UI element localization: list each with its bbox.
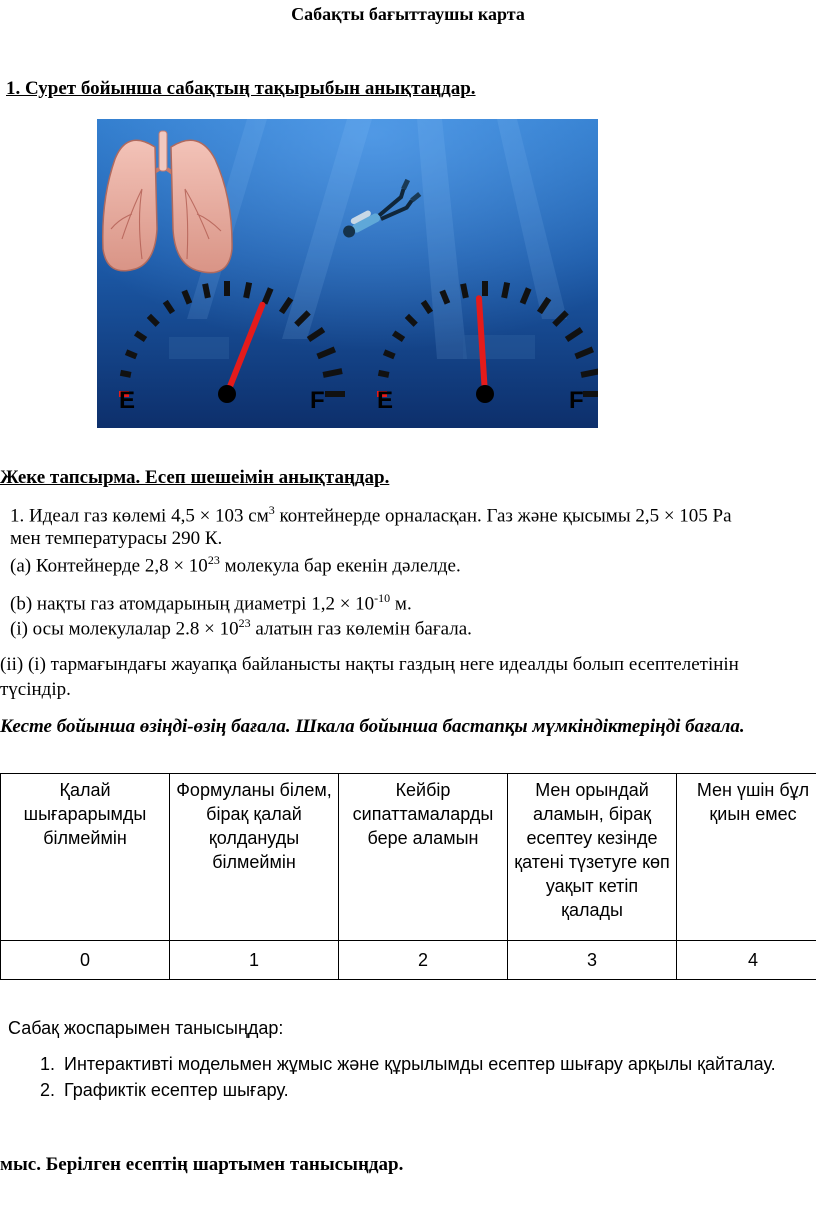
problem-line-1: 1. Идеал газ көлемі 4,5 × 103 $см^3$ контейнерде орналасқан. Газ және қысымы 2,5 × 105 Pa xyxy=(10,503,732,527)
scale-description-0: Қалай шығарарымды білмеймін xyxy=(1,774,170,941)
scale-score-2: 2 xyxy=(339,941,508,980)
problem-part-ii-line-1: (ii) (i) тармағындағы жауапқа байланысты нақты газдың неге идеалды болып есептелетінін xyxy=(0,654,739,675)
problem-part-a: (a) Контейнерде $2,8 \times 10^{23}$ молекула бар екенін дәлелде. xyxy=(10,553,461,577)
scale-score-4: 4 xyxy=(677,941,816,980)
problem-part-b: (b) нақты газ атомдарының диаметрі $1,2 \times 10^{-10}$ м. xyxy=(10,591,412,615)
scale-descriptions-row xyxy=(1,774,816,941)
problem-part-ii-line-2: түсіндір. xyxy=(0,679,71,700)
lesson-plan-intro: Сабақ жоспарымен танысыңдар: xyxy=(8,1018,284,1038)
lesson-plan-item-1: 1. Интерактивті модельмен жұмыс және құрылымды есептер шығару арқылы қайталау. xyxy=(60,1052,780,1076)
problem-part-i: (i) осы молекулалар $2.8 \times 10^{23}$ алатын газ көлемін бағала. xyxy=(10,616,472,640)
scale-description-3: Мен орындай аламын, бірақ есептеу кезінде қатені түзетуге көп уақыт кетіп қалады xyxy=(508,774,677,941)
left-gauge-tick xyxy=(323,371,342,375)
right-gauge-empty-label: E xyxy=(377,387,394,414)
scale-score-0: 0 xyxy=(1,941,170,980)
scale-score-1: 1 xyxy=(170,941,339,980)
scale-score-3: 3 xyxy=(508,941,677,980)
right-gauge-tick xyxy=(384,352,394,356)
right-gauge-tick xyxy=(581,371,598,375)
scale-description-4: Мен үшін бұл қиын емес xyxy=(677,774,816,941)
lesson-plan-list xyxy=(0,1052,780,1104)
left-gauge-tick xyxy=(120,373,130,375)
self-assessment-heading: Кесте бойынша өзіңді-өзің бағала. Шкала бойынша бастапқы мүмкіндіктеріңді бағала. xyxy=(0,716,745,737)
scale-description-1: Формуланы білем, бірақ қалай қолдануды білмеймін xyxy=(170,774,339,941)
right-gauge-tick xyxy=(463,284,466,298)
scale-description-2: Кейбір сипаттамаларды бере аламын xyxy=(339,774,508,941)
right-gauge-full-label: F xyxy=(569,387,584,414)
individual-task-heading: Жеке тапсырма. Есеп шешеімін анықтаңдар. xyxy=(0,467,390,488)
right-gauge-tick xyxy=(378,373,388,375)
left-gauge-full-label: F xyxy=(310,387,325,414)
lesson-plan-item-2: 2. Графиктік есептер шығару. xyxy=(60,1078,780,1102)
page-title: Сабақты бағыттаушы карта xyxy=(291,4,525,24)
problem-line-2: мен температурасы 290 К. xyxy=(10,528,223,549)
left-gauge-empty-label: E xyxy=(119,387,136,414)
right-gauge-tick xyxy=(504,283,507,298)
left-gauge-tick xyxy=(205,284,208,298)
self-assessment-scale-table xyxy=(0,773,816,980)
task1-heading: 1. Сурет бойынша сабақтың тақырыбын анықтаңдар. xyxy=(6,78,476,99)
lesson-topic-illustration xyxy=(97,119,598,428)
scale-scores-row xyxy=(1,941,816,980)
left-gauge-tick xyxy=(126,352,136,356)
left-gauge-tick xyxy=(246,283,249,298)
footer-heading: мыс. Берілген есептің шартымен танысыңдар. xyxy=(0,1154,404,1175)
